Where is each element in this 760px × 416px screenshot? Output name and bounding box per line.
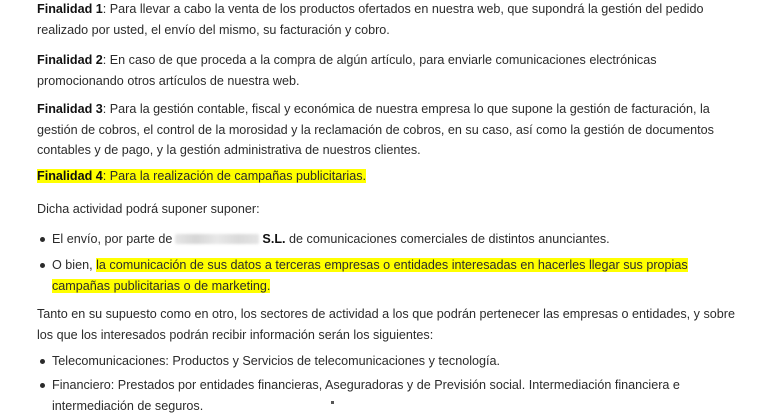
bullet-icon <box>40 383 45 388</box>
company-suffix: S.L. <box>262 232 286 246</box>
purpose-3-paragraph <box>37 99 739 161</box>
purpose-1-text: : Para llevar a cabo la venta de los productos ofertados en nuestra web, que supondrá la gestión del pedido realizado por usted, el envío del mismo, su facturación y cobro. <box>37 2 704 37</box>
redacted-company-name <box>175 234 259 244</box>
list-item <box>52 229 742 250</box>
list-item-highlight: la comunicación de sus datos a terceras empresas o entidades interesadas en hacerles llegar sus propias campañas publicitarias o de marketing. <box>52 258 688 293</box>
list-item-text: Financiero: Prestados por entidades financieras, Aseguradoras y de Previsión social. Intermediación financiera e intermediación de seguros. <box>52 378 680 413</box>
list-item-text: Telecomunicaciones: Productos y Servicios de telecomunicaciones y tecnología. <box>52 354 501 368</box>
purpose-2-text: : En caso de que proceda a la compra de algún artículo, para enviarle comunicaciones electrónicas promocionando otros artículos de nuestra web. <box>37 53 657 88</box>
purpose-4-label: Finalidad 4 <box>37 169 103 183</box>
list-item-prefix: O bien, <box>52 258 97 272</box>
purpose-4-text: : Para la realización de campañas publicitarias. <box>102 169 366 183</box>
purpose-4-highlight <box>37 169 366 183</box>
list-item <box>52 255 742 296</box>
purpose-4-paragraph <box>37 166 739 187</box>
purpose-2-paragraph <box>37 50 739 91</box>
purpose-3-label: Finalidad 3 <box>37 102 103 116</box>
activity-intro: Dicha actividad podrá suponer suponer: <box>37 202 260 216</box>
purpose-1-label: Finalidad 1 <box>37 2 103 16</box>
list-item-text: de comunicaciones comerciales de distintos anunciantes. <box>285 232 610 246</box>
bullet-icon <box>40 359 45 364</box>
purpose-3-text: : Para la gestión contable, fiscal y económica de nuestra empresa lo que supone la gestión de facturación, la gestión de cobros, el control de la morosidad y la reclamación de cobros, en su caso, así como la gestión de documentos contables y de pago, y la gestión administrativa de nuestros clientes. <box>37 102 714 157</box>
purpose-1-paragraph <box>37 0 739 40</box>
bullet-icon <box>40 263 45 268</box>
list-item <box>52 375 752 416</box>
cut-off-text-fragment <box>331 401 334 404</box>
bullet-icon <box>40 237 45 242</box>
sectors-intro: Tanto en su supuesto como en otro, los sectores de actividad a los que podrán pertenecer las empresas o entidades, y sobre los que los interesados podrán recibir información serán los siguientes: <box>37 307 735 342</box>
list-item-prefix: El envío, por parte de <box>52 232 173 246</box>
list-item <box>52 351 742 372</box>
purpose-2-label: Finalidad 2 <box>37 53 103 67</box>
